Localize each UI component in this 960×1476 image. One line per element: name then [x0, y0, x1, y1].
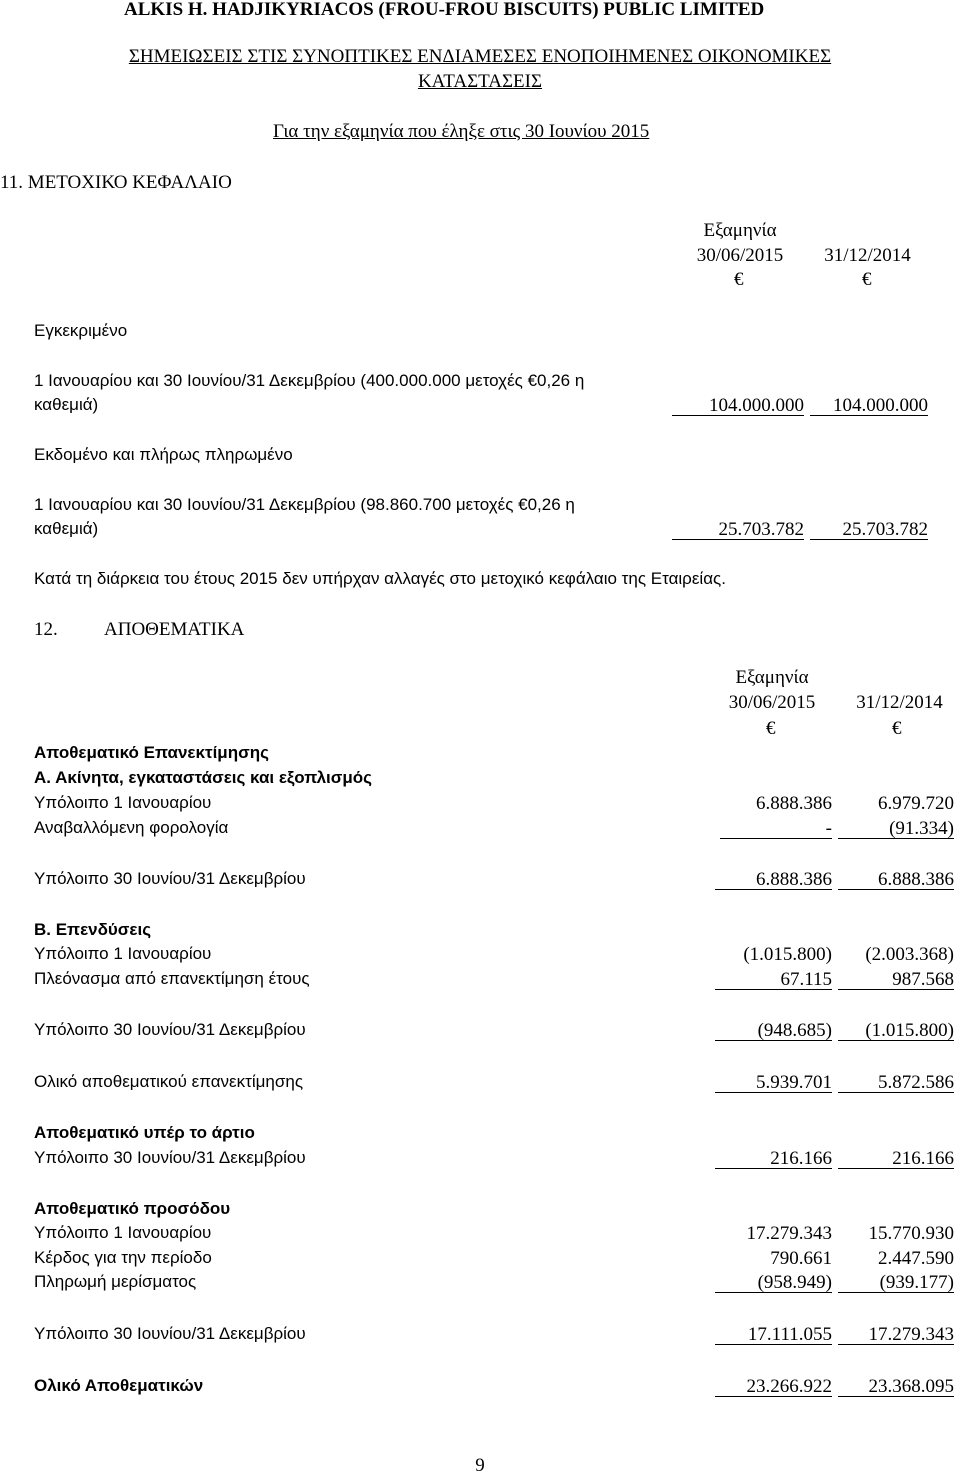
- b-row-value-2015: 67.115: [715, 970, 832, 990]
- income-row-value-2015: 17.279.343: [746, 1223, 832, 1244]
- col-header-2014: 31/12/2014: [824, 245, 911, 266]
- b-row-label: Πλεόνασμα από επανεκτίμηση έτους: [34, 969, 310, 988]
- issued-value-2014: 25.703.782: [810, 520, 928, 540]
- share-premium-title: Αποθεματικό υπέρ το άρτιο: [34, 1123, 255, 1142]
- revaluation-total-value-2014: 5.872.586: [838, 1073, 954, 1093]
- grand-total-value-2015: 23.266.922: [715, 1377, 832, 1397]
- grand-total-label: Ολικό Αποθεματικών: [34, 1376, 204, 1395]
- col-header-2015: 30/06/2015: [696, 245, 784, 266]
- income-row-value-2015: (958.949): [715, 1273, 832, 1293]
- subsection-a-title: Α. Ακίνητα, εγκαταστάσεις και εξοπλισμός: [34, 768, 373, 787]
- section-11-heading: 11. ΜΕΤΟΧΙΚΟ ΚΕΦΑΛΑΙΟ: [0, 172, 232, 193]
- income-total-value-2014: 17.279.343: [838, 1325, 954, 1345]
- a-row-value-2014: 6.979.720: [878, 793, 954, 814]
- a-total-value-2014: 6.888.386: [838, 870, 954, 890]
- revenue-reserve-title: Αποθεματικό προσόδου: [34, 1199, 231, 1218]
- b-total-value-2014: (1.015.800): [838, 1021, 954, 1041]
- page-number: 9: [475, 1455, 485, 1476]
- a-row-value-2014: (91.334): [838, 819, 954, 839]
- currency-symbol: €: [766, 718, 776, 739]
- subsection-b-title: Β. Επενδύσεις: [34, 920, 152, 939]
- b-total-value-2015: (948.685): [715, 1021, 832, 1041]
- b-row-value-2015: (1.015.800): [743, 944, 832, 965]
- document-title-line2: ΚΑΤΑΣΤΑΣΕΙΣ: [417, 71, 543, 92]
- income-total-value-2015: 17.111.055: [715, 1325, 832, 1345]
- issued-value-2015: 25.703.782: [672, 520, 804, 540]
- section-12-number: 12.: [34, 619, 58, 640]
- revaluation-reserve-title: Αποθεματικό Επανεκτίμησης: [34, 743, 269, 762]
- grand-total-value-2014: 23.368.095: [838, 1377, 954, 1397]
- b-row-label: Υπόλοιπο 1 Ιανουαρίου: [34, 944, 212, 963]
- approved-value-2014: 104.000.000: [810, 396, 928, 416]
- approved-value-2015: 104.000.000: [672, 396, 804, 416]
- a-row-label: Υπόλοιπο 1 Ιανουαρίου: [34, 793, 212, 812]
- approved-description: 1 Ιανουαρίου και 30 Ιουνίου/31 Δεκεμβρίου (400.000.000 μετοχές €0,26 η: [34, 371, 585, 390]
- income-row-label: Κέρδος για την περίοδο: [34, 1248, 212, 1267]
- income-total-label: Υπόλοιπο 30 Ιουνίου/31 Δεκεμβρίου: [34, 1324, 306, 1343]
- a-total-label: Υπόλοιπο 30 Ιουνίου/31 Δεκεμβρίου: [34, 869, 306, 888]
- col-semester-label: Εξαμηνία: [735, 667, 809, 688]
- premium-value-2015: 216.166: [715, 1149, 832, 1169]
- b-total-label: Υπόλοιπο 30 Ιουνίου/31 Δεκεμβρίου: [34, 1020, 306, 1039]
- issued-description: 1 Ιανουαρίου και 30 Ιουνίου/31 Δεκεμβρίου (98.860.700 μετοχές €0,26 η: [34, 495, 575, 514]
- revaluation-total-value-2015: 5.939.701: [715, 1073, 832, 1093]
- a-row-value-2015: 6.888.386: [756, 793, 832, 814]
- document-title-line1: ΣΗΜΕΙΩΣΕΙΣ ΣΤΙΣ ΣΥΝΟΠΤΙΚΕΣ ΕΝΔΙΑΜΕΣΕΣ ΕΝΟΠΟΙΗΜΕΝΕΣ ΟΙΚΟΝΟΜΙΚΕΣ: [128, 46, 832, 67]
- premium-row-label: Υπόλοιπο 30 Ιουνίου/31 Δεκεμβρίου: [34, 1148, 306, 1167]
- income-row-label: Υπόλοιπο 1 Ιανουαρίου: [34, 1223, 212, 1242]
- income-row-value-2014: (939.177): [838, 1273, 954, 1293]
- currency-symbol: €: [862, 269, 872, 290]
- a-row-label: Αναβαλλόμενη φορολογία: [34, 818, 229, 837]
- income-row-value-2014: 15.770.930: [868, 1223, 954, 1244]
- income-row-value-2014: 2.447.590: [878, 1248, 954, 1269]
- issued-label: Εκδομένο και πλήρως πληρωμένο: [34, 445, 293, 464]
- b-row-value-2014: (2.003.368): [865, 944, 954, 965]
- income-row-label: Πληρωμή μερίσματος: [34, 1272, 197, 1291]
- col-header-2014: 31/12/2014: [856, 692, 943, 713]
- currency-symbol: €: [734, 269, 744, 290]
- a-row-value-2015: -: [720, 819, 832, 839]
- b-row-value-2014: 987.568: [838, 970, 954, 990]
- approved-description-cont: καθεμιά): [34, 395, 99, 414]
- section-12-heading: ΑΠΟΘΕΜΑΤΙΚΑ: [104, 619, 245, 640]
- company-name: ALKIS H. HADJIKYRIACOS (FROU-FROU BISCUITS) PUBLIC LIMITED: [124, 0, 765, 20]
- premium-value-2014: 216.166: [838, 1149, 954, 1169]
- period-subtitle: Για την εξαμηνία που έληξε στις 30 Ιουνίου 2015: [273, 121, 650, 142]
- issued-description-cont: καθεμιά): [34, 519, 99, 538]
- share-capital-note: Κατά τη διάρκεια του έτους 2015 δεν υπήρχαν αλλαγές στο μετοχικό κεφάλαιο της Εταιρείας.: [34, 569, 726, 588]
- income-row-value-2015: 790.661: [770, 1248, 832, 1269]
- currency-symbol: €: [892, 718, 902, 739]
- col-semester-label: Εξαμηνία: [703, 220, 777, 241]
- a-total-value-2015: 6.888.386: [715, 870, 832, 890]
- col-header-2015: 30/06/2015: [728, 692, 816, 713]
- approved-label: Εγκεκριμένο: [34, 321, 128, 340]
- revaluation-total-label: Ολικό αποθεματικού επανεκτίμησης: [34, 1072, 304, 1091]
